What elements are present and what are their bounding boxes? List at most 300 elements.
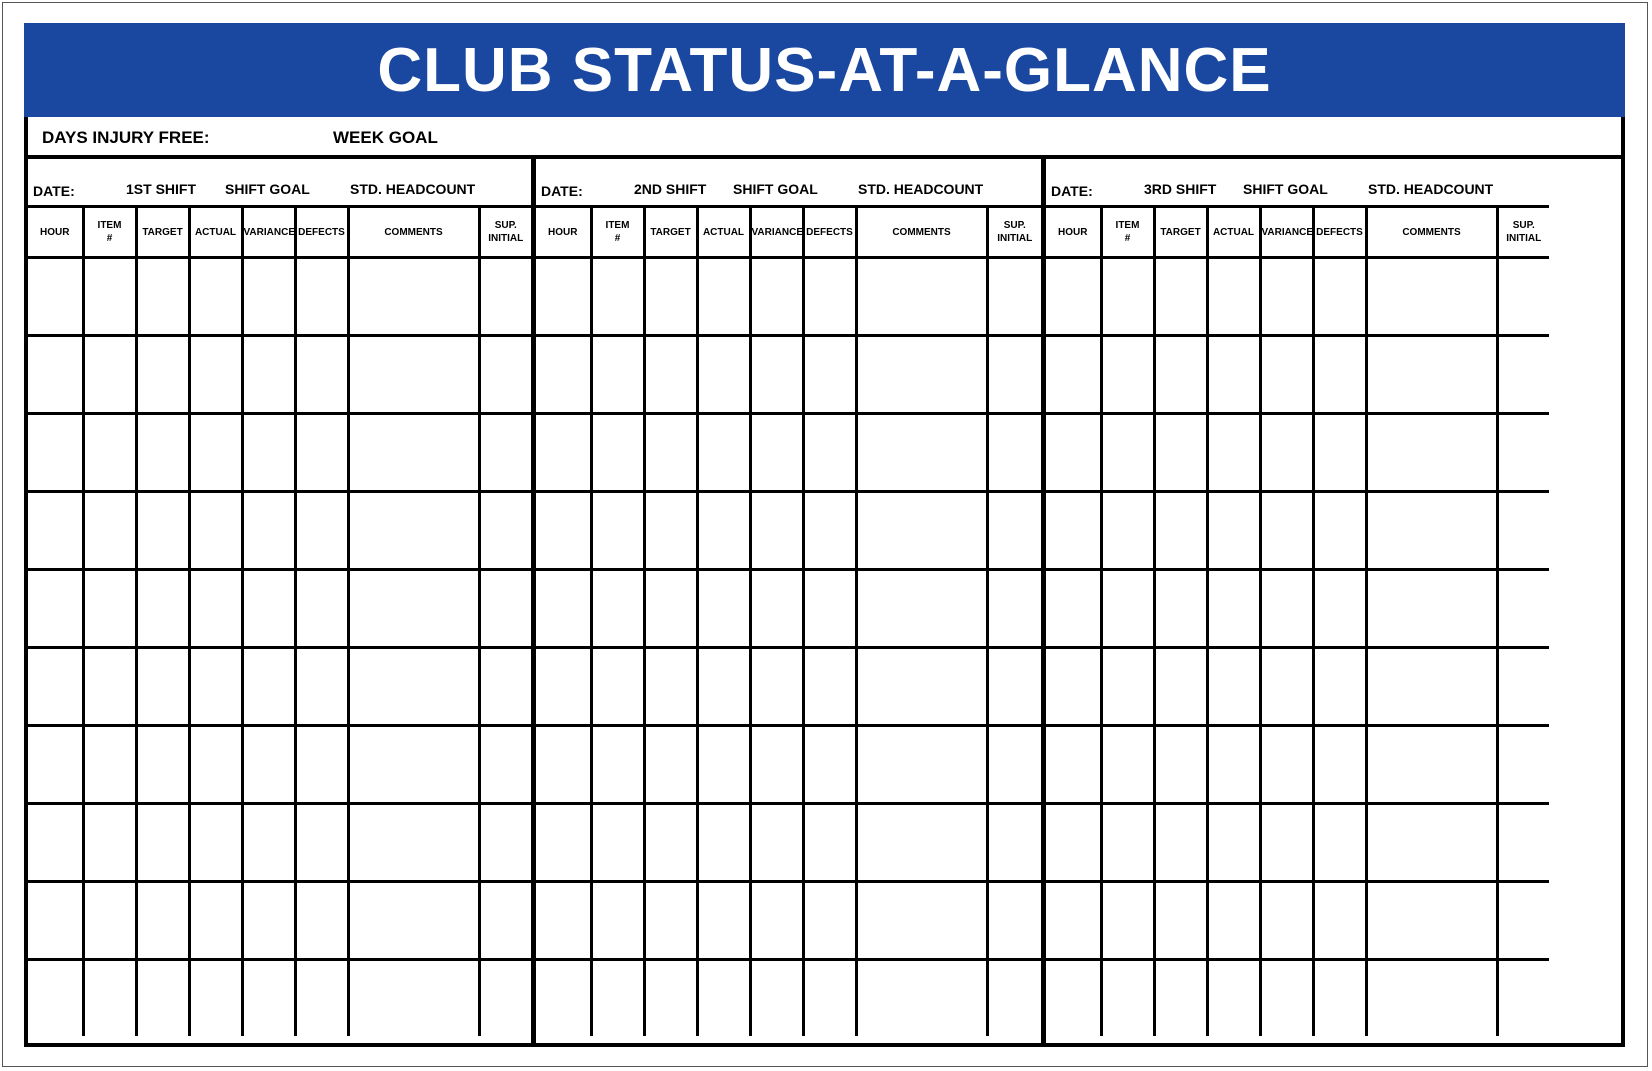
entry-cell[interactable] <box>83 804 136 882</box>
shift-section-1 <box>28 159 531 1043</box>
entry-cell[interactable] <box>1046 336 1101 414</box>
entry-cell[interactable] <box>987 648 1041 726</box>
entry-cell[interactable] <box>536 336 591 414</box>
entry-cell[interactable] <box>295 492 348 570</box>
entry-cell[interactable] <box>750 726 803 804</box>
entry-cell[interactable] <box>242 960 295 1037</box>
entry-cell[interactable] <box>1207 648 1260 726</box>
entry-cell[interactable] <box>242 414 295 492</box>
entry-cell[interactable] <box>295 336 348 414</box>
entry-cell[interactable] <box>479 414 531 492</box>
column-header: COMMENTS <box>348 208 479 258</box>
entry-cell[interactable] <box>348 570 479 648</box>
entry-cell[interactable] <box>750 570 803 648</box>
entry-cell[interactable] <box>189 570 242 648</box>
entry-cell[interactable] <box>803 726 856 804</box>
entry-cell[interactable] <box>83 570 136 648</box>
entry-cell[interactable] <box>1154 882 1207 960</box>
entry-cell[interactable] <box>591 492 644 570</box>
entry-cell[interactable] <box>803 414 856 492</box>
entry-cell[interactable] <box>136 570 189 648</box>
entry-cell[interactable] <box>479 960 531 1037</box>
entry-cell[interactable] <box>1313 960 1366 1037</box>
entry-cell[interactable] <box>348 258 479 336</box>
entry-cell[interactable] <box>83 960 136 1037</box>
entry-cell[interactable] <box>591 336 644 414</box>
entry-cell[interactable] <box>189 882 242 960</box>
column-header: DEFECTS <box>1313 208 1366 258</box>
entry-cell[interactable] <box>242 882 295 960</box>
entry-cell[interactable] <box>1313 336 1366 414</box>
entry-cell[interactable] <box>1260 726 1313 804</box>
table-row <box>28 570 531 648</box>
entry-cell[interactable] <box>28 258 83 336</box>
entry-cell[interactable] <box>479 648 531 726</box>
entry-cell[interactable] <box>1207 492 1260 570</box>
table-row <box>28 336 531 414</box>
column-header: HOUR <box>536 208 591 258</box>
entry-cell[interactable] <box>697 960 750 1037</box>
entry-cell[interactable] <box>697 726 750 804</box>
entry-cell[interactable] <box>644 726 697 804</box>
entry-cell[interactable] <box>189 648 242 726</box>
entry-cell[interactable] <box>697 882 750 960</box>
entry-cell[interactable] <box>348 726 479 804</box>
entry-cell[interactable] <box>750 960 803 1037</box>
entry-cell[interactable] <box>750 492 803 570</box>
entry-cell[interactable] <box>189 960 242 1037</box>
entry-cell[interactable] <box>295 414 348 492</box>
entry-cell[interactable] <box>1366 882 1497 960</box>
table-row <box>28 258 531 336</box>
entry-cell[interactable] <box>295 960 348 1037</box>
column-header: TARGET <box>644 208 697 258</box>
entry-cell[interactable] <box>1366 414 1497 492</box>
entry-cell[interactable] <box>348 960 479 1037</box>
entry-cell[interactable] <box>28 804 83 882</box>
shift-section-3 <box>1041 159 1549 1043</box>
table-row <box>536 960 1041 1037</box>
entry-cell[interactable] <box>1101 336 1154 414</box>
entry-cell[interactable] <box>242 726 295 804</box>
entry-cell[interactable] <box>479 570 531 648</box>
entry-cell[interactable] <box>697 648 750 726</box>
entry-cell[interactable] <box>295 258 348 336</box>
shift-label: 3RD SHIFT <box>1144 181 1217 197</box>
entry-cell[interactable] <box>1366 258 1497 336</box>
column-header: VARIANCE <box>750 208 803 258</box>
entry-cell[interactable] <box>697 570 750 648</box>
entry-cell[interactable] <box>1366 336 1497 414</box>
entry-cell[interactable] <box>1497 492 1549 570</box>
entry-cell[interactable] <box>536 414 591 492</box>
entry-cell[interactable] <box>644 492 697 570</box>
table-row <box>536 492 1041 570</box>
entry-cell[interactable] <box>28 570 83 648</box>
entry-cell[interactable] <box>1101 570 1154 648</box>
entry-cell[interactable] <box>189 336 242 414</box>
table-row <box>536 726 1041 804</box>
entry-cell[interactable] <box>295 570 348 648</box>
entry-cell[interactable] <box>591 648 644 726</box>
shift-label: 1ST SHIFT <box>126 181 197 197</box>
entry-cell[interactable] <box>1260 570 1313 648</box>
entry-cell[interactable] <box>1046 570 1101 648</box>
entry-cell[interactable] <box>987 492 1041 570</box>
entry-cell[interactable] <box>1366 804 1497 882</box>
entry-cell[interactable] <box>536 648 591 726</box>
entry-cell[interactable] <box>856 414 987 492</box>
entry-cell[interactable] <box>83 492 136 570</box>
entry-cell[interactable] <box>1154 336 1207 414</box>
entry-cell[interactable] <box>1497 960 1549 1037</box>
entry-cell[interactable] <box>856 258 987 336</box>
entry-cell[interactable] <box>803 336 856 414</box>
entry-cell[interactable] <box>1101 882 1154 960</box>
entry-cell[interactable] <box>1101 258 1154 336</box>
entry-cell[interactable] <box>28 726 83 804</box>
entry-cell[interactable] <box>136 648 189 726</box>
entry-cell[interactable] <box>987 882 1041 960</box>
entry-cell[interactable] <box>803 492 856 570</box>
entry-cell[interactable] <box>28 492 83 570</box>
table-row <box>1046 804 1549 882</box>
entry-cell[interactable] <box>856 648 987 726</box>
entry-cell[interactable] <box>1101 648 1154 726</box>
date-label: DATE: <box>541 183 583 199</box>
entry-cell[interactable] <box>1207 804 1260 882</box>
entry-cell[interactable] <box>136 258 189 336</box>
entry-cell[interactable] <box>295 804 348 882</box>
entry-cell[interactable] <box>1046 258 1101 336</box>
entry-cell[interactable] <box>536 882 591 960</box>
entry-cell[interactable] <box>1101 726 1154 804</box>
entry-cell[interactable] <box>697 492 750 570</box>
shift-header <box>1046 159 1549 208</box>
entry-cell[interactable] <box>644 960 697 1037</box>
entry-cell[interactable] <box>136 882 189 960</box>
entry-cell[interactable] <box>479 726 531 804</box>
entry-cell[interactable] <box>987 336 1041 414</box>
entry-cell[interactable] <box>1046 648 1101 726</box>
entry-cell[interactable] <box>28 648 83 726</box>
entry-cell[interactable] <box>1207 258 1260 336</box>
entry-cell[interactable] <box>242 804 295 882</box>
column-header: DEFECTS <box>803 208 856 258</box>
entry-cell[interactable] <box>1497 570 1549 648</box>
entry-cell[interactable] <box>1366 726 1497 804</box>
entry-cell[interactable] <box>987 804 1041 882</box>
entry-cell[interactable] <box>189 492 242 570</box>
entry-cell[interactable] <box>1497 414 1549 492</box>
entry-cell[interactable] <box>856 882 987 960</box>
entry-cell[interactable] <box>750 336 803 414</box>
entry-cell[interactable] <box>644 648 697 726</box>
entry-cell[interactable] <box>83 648 136 726</box>
entry-cell[interactable] <box>28 336 83 414</box>
entry-cell[interactable] <box>1313 882 1366 960</box>
entry-cell[interactable] <box>1366 492 1497 570</box>
entry-cell[interactable] <box>136 414 189 492</box>
entry-cell[interactable] <box>1101 804 1154 882</box>
entry-cell[interactable] <box>1313 258 1366 336</box>
entry-cell[interactable] <box>591 882 644 960</box>
table-row <box>28 726 531 804</box>
entry-cell[interactable] <box>536 258 591 336</box>
entry-cell[interactable] <box>697 414 750 492</box>
entry-cell[interactable] <box>1497 258 1549 336</box>
entry-cell[interactable] <box>1154 960 1207 1037</box>
entry-cell[interactable] <box>750 414 803 492</box>
date-label: DATE: <box>1051 183 1093 199</box>
table-row <box>536 882 1041 960</box>
entry-cell[interactable] <box>803 648 856 726</box>
entry-cell[interactable] <box>1046 882 1101 960</box>
entry-cell[interactable] <box>1207 726 1260 804</box>
entry-cell[interactable] <box>83 258 136 336</box>
entry-cell[interactable] <box>1313 804 1366 882</box>
entry-cell[interactable] <box>1313 570 1366 648</box>
entry-cell[interactable] <box>1154 726 1207 804</box>
summary-row <box>28 117 1621 159</box>
column-header: COMMENTS <box>856 208 987 258</box>
table-row <box>1046 960 1549 1037</box>
entry-cell[interactable] <box>1260 804 1313 882</box>
entry-cell[interactable] <box>1207 882 1260 960</box>
entry-cell[interactable] <box>697 804 750 882</box>
entry-cell[interactable] <box>591 726 644 804</box>
entry-cell[interactable] <box>856 804 987 882</box>
entry-cell[interactable] <box>348 648 479 726</box>
entry-cell[interactable] <box>1260 414 1313 492</box>
entry-cell[interactable] <box>536 804 591 882</box>
entry-cell[interactable] <box>1046 492 1101 570</box>
entry-cell[interactable] <box>987 960 1041 1037</box>
entry-cell[interactable] <box>83 882 136 960</box>
entry-cell[interactable] <box>83 336 136 414</box>
entry-cell[interactable] <box>189 258 242 336</box>
entry-cell[interactable] <box>1154 804 1207 882</box>
entry-cell[interactable] <box>536 726 591 804</box>
entry-cell[interactable] <box>856 492 987 570</box>
column-header: ITEM # <box>1101 208 1154 258</box>
entry-cell[interactable] <box>348 882 479 960</box>
entry-cell[interactable] <box>987 414 1041 492</box>
entry-cell[interactable] <box>348 414 479 492</box>
entry-cell[interactable] <box>750 882 803 960</box>
entry-cell[interactable] <box>1260 882 1313 960</box>
entry-cell[interactable] <box>591 414 644 492</box>
entry-cell[interactable] <box>348 492 479 570</box>
table-row <box>28 882 531 960</box>
entry-cell[interactable] <box>1046 804 1101 882</box>
entry-cell[interactable] <box>1497 726 1549 804</box>
entry-cell[interactable] <box>1101 492 1154 570</box>
entry-cell[interactable] <box>591 258 644 336</box>
table-row <box>1046 648 1549 726</box>
shift-table <box>1046 208 1549 1036</box>
entry-cell[interactable] <box>1497 648 1549 726</box>
entry-cell[interactable] <box>644 882 697 960</box>
column-header: ACTUAL <box>1207 208 1260 258</box>
entry-cell[interactable] <box>295 882 348 960</box>
entry-cell[interactable] <box>1154 570 1207 648</box>
column-header: DEFECTS <box>295 208 348 258</box>
entry-cell[interactable] <box>1046 726 1101 804</box>
shift-sections <box>28 159 1621 1043</box>
column-header: VARIANCE <box>242 208 295 258</box>
entry-cell[interactable] <box>1207 414 1260 492</box>
entry-cell[interactable] <box>803 570 856 648</box>
entry-cell[interactable] <box>856 570 987 648</box>
entry-cell[interactable] <box>750 804 803 882</box>
entry-cell[interactable] <box>803 804 856 882</box>
entry-cell[interactable] <box>1260 336 1313 414</box>
entry-cell[interactable] <box>189 726 242 804</box>
entry-cell[interactable] <box>644 804 697 882</box>
shift-table <box>536 208 1041 1036</box>
entry-cell[interactable] <box>1260 258 1313 336</box>
entry-cell[interactable] <box>536 570 591 648</box>
table-row <box>536 414 1041 492</box>
entry-cell[interactable] <box>1366 570 1497 648</box>
entry-cell[interactable] <box>479 492 531 570</box>
entry-cell[interactable] <box>536 960 591 1037</box>
entry-cell[interactable] <box>189 804 242 882</box>
entry-cell[interactable] <box>242 648 295 726</box>
table-row <box>1046 726 1549 804</box>
column-header: HOUR <box>1046 208 1101 258</box>
entry-cell[interactable] <box>1366 960 1497 1037</box>
entry-cell[interactable] <box>803 258 856 336</box>
entry-cell[interactable] <box>697 336 750 414</box>
shift-section-2 <box>531 159 1041 1043</box>
entry-cell[interactable] <box>987 570 1041 648</box>
entry-cell[interactable] <box>856 336 987 414</box>
entry-cell[interactable] <box>1101 960 1154 1037</box>
entry-cell[interactable] <box>242 336 295 414</box>
entry-cell[interactable] <box>750 258 803 336</box>
entry-cell[interactable] <box>1046 960 1101 1037</box>
entry-cell[interactable] <box>697 258 750 336</box>
table-row <box>536 804 1041 882</box>
entry-cell[interactable] <box>750 648 803 726</box>
entry-cell[interactable] <box>987 726 1041 804</box>
week-goal-label: WEEK GOAL <box>333 128 438 147</box>
entry-cell[interactable] <box>136 492 189 570</box>
entry-cell[interactable] <box>136 960 189 1037</box>
page-title: CLUB STATUS-AT-A-GLANCE <box>24 23 1625 117</box>
entry-cell[interactable] <box>1260 492 1313 570</box>
entry-cell[interactable] <box>1497 804 1549 882</box>
entry-cell[interactable] <box>1313 726 1366 804</box>
entry-cell[interactable] <box>136 726 189 804</box>
entry-cell[interactable] <box>479 258 531 336</box>
entry-cell[interactable] <box>1313 492 1366 570</box>
entry-cell[interactable] <box>83 414 136 492</box>
table-row <box>536 570 1041 648</box>
shift-header <box>536 159 1041 208</box>
entry-cell[interactable] <box>242 258 295 336</box>
entry-cell[interactable] <box>242 570 295 648</box>
entry-cell[interactable] <box>136 336 189 414</box>
entry-cell[interactable] <box>479 804 531 882</box>
entry-cell[interactable] <box>479 336 531 414</box>
entry-cell[interactable] <box>1207 570 1260 648</box>
entry-cell[interactable] <box>28 960 83 1037</box>
entry-cell[interactable] <box>1154 648 1207 726</box>
column-header: ACTUAL <box>697 208 750 258</box>
column-header: COMMENTS <box>1366 208 1497 258</box>
entry-cell[interactable] <box>591 570 644 648</box>
column-header: ITEM # <box>83 208 136 258</box>
entry-cell[interactable] <box>1313 414 1366 492</box>
table-row <box>536 336 1041 414</box>
table-row <box>28 492 531 570</box>
table-row <box>1046 414 1549 492</box>
entry-cell[interactable] <box>1154 492 1207 570</box>
entry-cell[interactable] <box>1154 414 1207 492</box>
entry-cell[interactable] <box>1313 648 1366 726</box>
entry-cell[interactable] <box>591 804 644 882</box>
entry-cell[interactable] <box>28 882 83 960</box>
column-header: ITEM # <box>591 208 644 258</box>
entry-cell[interactable] <box>644 414 697 492</box>
entry-cell[interactable] <box>348 336 479 414</box>
entry-cell[interactable] <box>1260 960 1313 1037</box>
entry-cell[interactable] <box>644 258 697 336</box>
entry-cell[interactable] <box>83 726 136 804</box>
entry-cell[interactable] <box>348 804 479 882</box>
entry-cell[interactable] <box>591 960 644 1037</box>
entry-cell[interactable] <box>1366 648 1497 726</box>
entry-cell[interactable] <box>1497 882 1549 960</box>
entry-cell[interactable] <box>1046 414 1101 492</box>
entry-cell[interactable] <box>1497 336 1549 414</box>
date-label: DATE: <box>33 183 75 199</box>
entry-cell[interactable] <box>479 882 531 960</box>
entry-cell[interactable] <box>1207 336 1260 414</box>
shift-label: 2ND SHIFT <box>634 181 707 197</box>
table-row <box>28 414 531 492</box>
entry-cell[interactable] <box>28 414 83 492</box>
column-header: ACTUAL <box>189 208 242 258</box>
entry-cell[interactable] <box>987 258 1041 336</box>
status-board <box>24 23 1625 1047</box>
entry-cell[interactable] <box>536 492 591 570</box>
entry-cell[interactable] <box>1207 960 1260 1037</box>
entry-cell[interactable] <box>1260 648 1313 726</box>
entry-cell[interactable] <box>295 648 348 726</box>
entry-cell[interactable] <box>136 804 189 882</box>
entry-cell[interactable] <box>644 570 697 648</box>
entry-cell[interactable] <box>242 492 295 570</box>
entry-cell[interactable] <box>189 414 242 492</box>
entry-cell[interactable] <box>644 336 697 414</box>
column-header: TARGET <box>136 208 189 258</box>
entry-cell[interactable] <box>295 726 348 804</box>
entry-cell[interactable] <box>856 726 987 804</box>
entry-cell[interactable] <box>1101 414 1154 492</box>
table-row <box>1046 258 1549 336</box>
table-row <box>1046 882 1549 960</box>
column-header: TARGET <box>1154 208 1207 258</box>
shift-table <box>28 208 531 1036</box>
entry-cell[interactable] <box>1154 258 1207 336</box>
entry-cell[interactable] <box>856 960 987 1037</box>
entry-cell[interactable] <box>803 960 856 1037</box>
entry-cell[interactable] <box>803 882 856 960</box>
